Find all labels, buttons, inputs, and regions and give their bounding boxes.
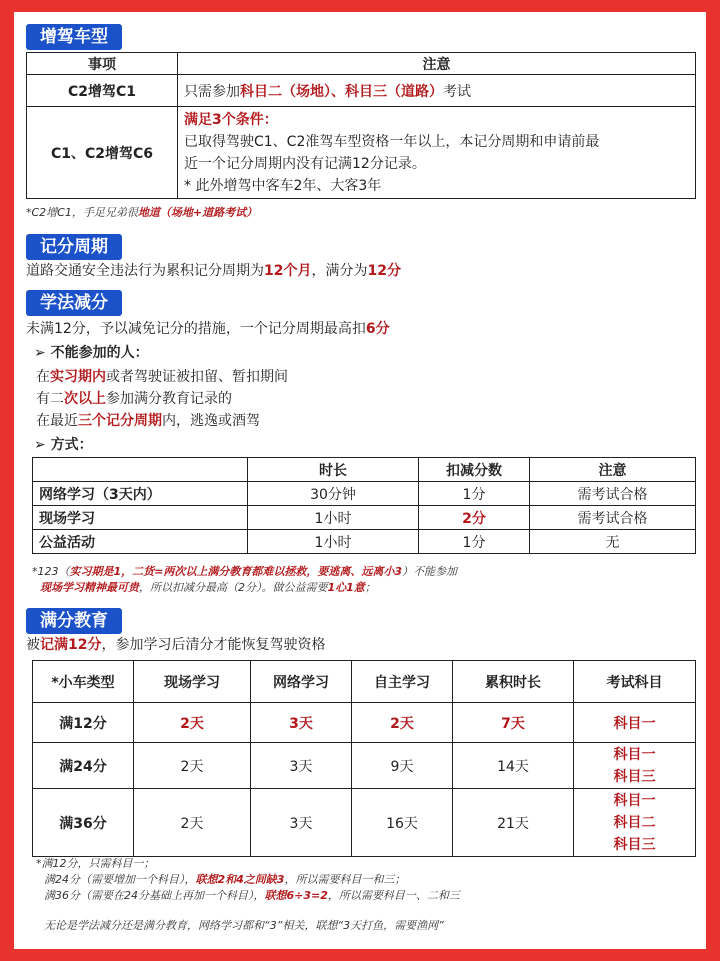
note-c2-c1: 只需参加科目二（场地）、科目三（道路）考试 <box>178 75 696 107</box>
fs-col-online: 网络学习 <box>251 661 352 703</box>
section-title-study-reduce: 学法减分 <box>26 290 122 316</box>
full-score-table <box>32 660 696 857</box>
table-row: 满12分 2天 3天 2天 7天 科目一 <box>33 703 696 743</box>
item-c1c2-c6: C1、C2增驾C6 <box>27 107 178 199</box>
upgrade-table <box>26 52 696 199</box>
upgrade-footnote: *C2增C1，手足兄弟很地道（场地+道路考试） <box>26 206 258 219</box>
col-header-note: 注意 <box>178 53 696 75</box>
study-footnote-2: 现场学习精神最可贵，所以扣减分最高（2分）。做公益需要1心1意； <box>40 581 376 594</box>
fs-col-self: 自主学习 <box>352 661 453 703</box>
fs-col-subjects: 考试科目 <box>574 661 696 703</box>
fs-final-note: 无论是学法减分还是满分教育，网络学习都和“3”相关，联想“3天打鱼，需要渔网” <box>44 919 444 932</box>
table-row: 满36分 2天 3天 16天 21天 科目一 科目二 科目三 <box>33 789 696 857</box>
fs-note-3: 满36分（需要在24分基础上再加一个科目），联想6÷3=2，所以需要科目一、二和三 <box>44 889 460 902</box>
fs-col-type: *小车类型 <box>33 661 134 703</box>
table-row: 公益活动 1小时 1分 无 <box>33 530 696 554</box>
method-col-duration: 时长 <box>248 458 419 482</box>
method-col-note: 注意 <box>530 458 696 482</box>
page <box>14 12 706 949</box>
table-row: 满24分 2天 3天 9天 14天 科目一 科目三 <box>33 743 696 789</box>
section-title-cycle: 记分周期 <box>26 234 122 260</box>
table-row: 网络学习（3天内） 30分钟 1分 需考试合格 <box>33 482 696 506</box>
method-label: ➢ 方式： <box>34 437 93 453</box>
cannot-item-3: 在最近三个记分周期内，逃逸或酒驾 <box>36 413 260 429</box>
fs-col-onsite: 现场学习 <box>134 661 251 703</box>
section-title-upgrade: 增驾车型 <box>26 24 122 50</box>
method-col-deduct: 扣减分数 <box>419 458 530 482</box>
cannot-label: ➢ 不能参加的人： <box>34 345 149 361</box>
section-title-full-score: 满分教育 <box>26 608 122 634</box>
fs-note-1: *满12分，只需科目一； <box>36 857 155 870</box>
cycle-text: 道路交通安全违法行为累积记分周期为12个月，满分为12分 <box>26 263 401 279</box>
table-row: 现场学习 1小时 2分 需考试合格 <box>33 506 696 530</box>
col-header-item: 事项 <box>27 53 178 75</box>
fs-note-2: 满24分（需要增加一个科目），联想2和4之间缺3，所以需要科目一和三； <box>44 873 406 886</box>
note-c1c2-c6: 满足3个条件： 已取得驾驶C1、C2准驾车型资格一年以上，本记分周期和申请前最 近一个记分周期内没有记满12分记录。 * 此外增驾中客车2年、大客3年 <box>178 107 696 199</box>
study-footnote-1: *123（实习期是1，二货=两次以上满分教育都难以拯救，要逃离、远离小3）不能参加 <box>32 565 458 578</box>
study-method-table <box>32 457 696 554</box>
cannot-item-1: 在实习期内或者驾驶证被扣留、暂扣期间 <box>36 369 288 385</box>
item-c2-c1: C2增驾C1 <box>27 75 178 107</box>
cannot-item-2: 有二次以上参加满分教育记录的 <box>36 391 232 407</box>
study-intro: 未满12分，予以减免记分的措施，一个记分周期最高扣6分 <box>26 321 390 337</box>
full-score-intro: 被记满12分，参加学习后清分才能恢复驾驶资格 <box>26 637 326 653</box>
fs-col-total: 累积时长 <box>453 661 574 703</box>
method-col-blank <box>33 458 248 482</box>
